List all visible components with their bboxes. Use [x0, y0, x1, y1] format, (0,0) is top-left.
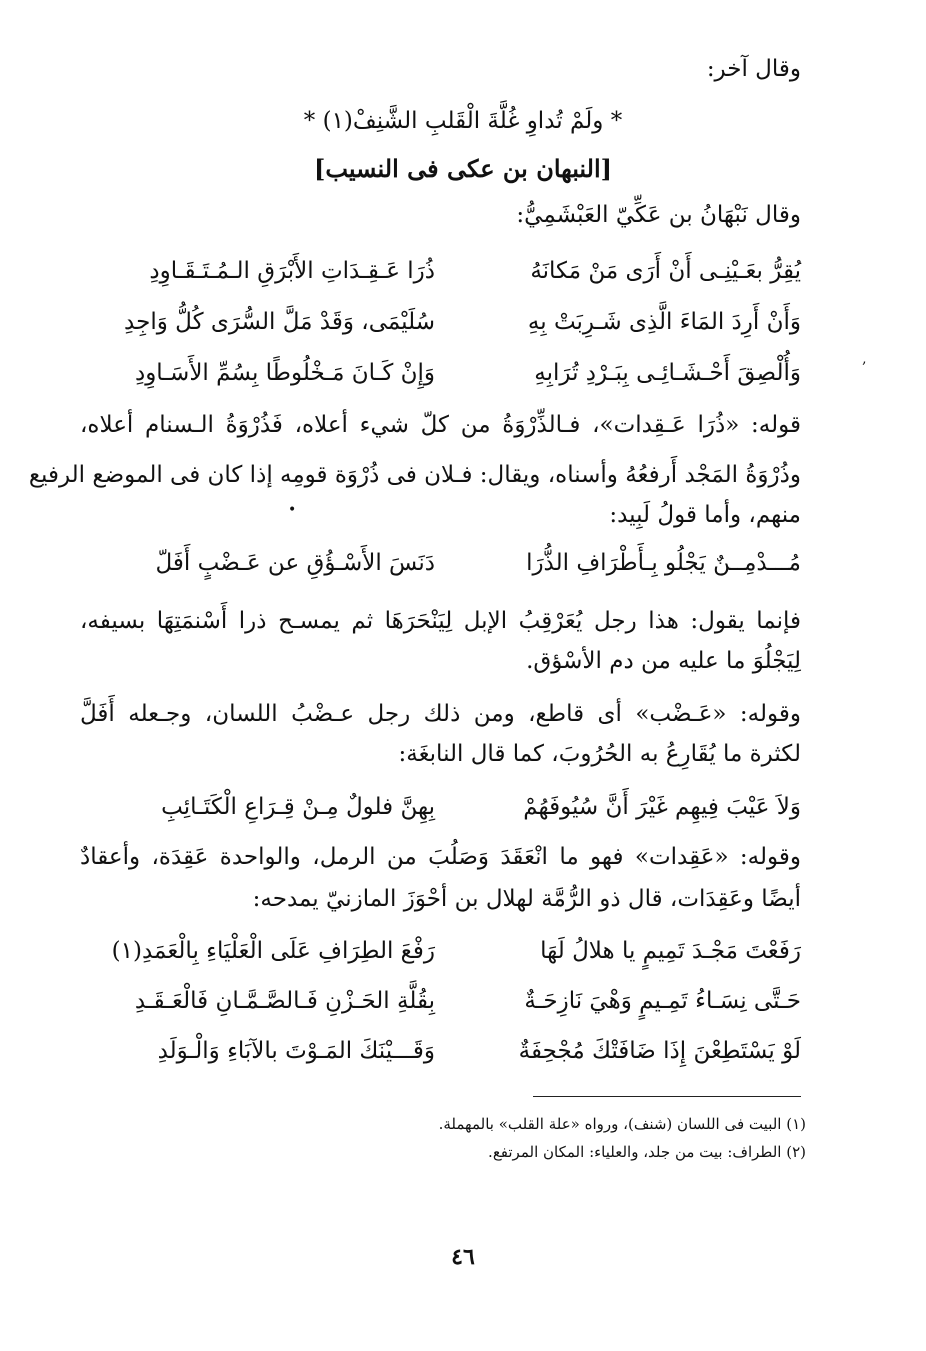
poem1-verse2-right: وَأَنْ أَرِدَ المَاءَ الَّذِى شَـرِبَتْ بِهِ — [527, 309, 801, 335]
para1-line3: منهم، وأما قولُ لَبِيد: — [609, 502, 801, 528]
para3-line2: لكثرة ما يُقَارِعُ به الحُرُوبَ، كما قال النابغَة: — [398, 741, 801, 767]
poem2-verse2-left: بِقُلَّةِ الحَـزْنِ فَـالصَّـمَّـانِ فَالْعَـقَـدِ — [134, 988, 435, 1014]
poem1-verse1-left: ذُرَا عَـقِـدَاتِ الأَبْرَقِ الـمُـتَـقَـاوِدِ — [149, 258, 435, 284]
para4-line1: وقوله: «عَقِدات» فهو ما انْعَقَدَ وَصَلُبَ من الرمل، والواحدة عَقِدَة، وأعقادٌ — [80, 844, 801, 870]
section-heading: [النبهان بن عكى فى النسيب] — [313, 154, 613, 183]
stray-dot: • — [288, 502, 297, 518]
poem1-verse3-right: وَأُلْصِقَ أَحْـشَـائِـى بِبَـرْدِ تُرَابِهِ — [534, 360, 801, 386]
poem2-verse2-right: حَـتَّى نِسَـاءُ تَمِـيمٍ وَهْيَ نَازِحَـةٌ — [524, 988, 801, 1014]
poem1-verse1-right: يُقِرُّ بعَـيْنِـى أَنْ أَرَى مَنْ مَكانَهُ — [530, 258, 801, 284]
footnote-1: (١) البيت فى اللسان (شنف)، ورواه «علة القلب» بالمهملة. — [438, 1115, 806, 1133]
para3-line1: وقوله: «عَـضْب» أى قاطع، ومن ذلك رجل عـضْبُ اللسان، وجـعله أَفَلَّ — [80, 701, 801, 727]
poem2-verse1-right: رَفَعْتَ مَجْـدَ تَمِيمٍ يا هلالُ لَهَا — [540, 938, 801, 964]
poem1-verse2-left: سُلَيْمَى، وَقَدْ مَلَّ السُّرَى كُلُّ وَاجِدِ — [124, 309, 435, 335]
footnote-2: (٢) الطراف: بيت من جلد، والعلياء: المكان المرتفع. — [488, 1143, 806, 1161]
poem2-verse1-left: رَفْعَ الطِرَافِ عَلَى الْعَلْيَاءِ بِالْعَمَدِ(١) — [111, 938, 435, 964]
labid-verse-right: مُـــدْمِــنٌ يَجْلُو بِـأَطْرَافِ الذُّرَا — [526, 550, 801, 576]
para2-line2: لِيَجْلُوَ ما عليه من دم الأسْؤق. — [526, 648, 801, 674]
intro-line-2: وقال نَبْهَانُ بن عَكِّيّ العَبْشَمِيُّ: — [516, 202, 801, 228]
page-number: ٤٦ — [451, 1244, 475, 1270]
intro-line: وقال آخر: — [706, 56, 801, 82]
labid-verse-left: دَنَسَ الأَسْـؤُقِ عن عَـضْبٍ أَفَلّ — [155, 550, 435, 576]
poem2-verse3-right: لَوْ يَسْتَطِعْنَ إِذَا ضَافَتْكَ مُجْحِفَةٌ — [518, 1038, 801, 1064]
poem1-verse3-left: وَإِنْ كَـانَ مَـخْلُوطًا بِسُمِّ الأَسَـاوِدِ — [134, 360, 435, 386]
verse-fragment: * ولَمْ تُداوِ غُلَّةَ الْقَلبِ الشَّنِفْ(١) * — [303, 108, 623, 134]
nabigha-verse-left: بِهِنَّ فلولٌ مِـنْ قِـرَاعِ الْكَتَـائِبِ — [161, 794, 435, 820]
margin-mark: ‚ — [862, 351, 867, 367]
para1-line1: قوله: «ذُرَا عَـقِدات»، فـالذِّرْوَةُ من كلّ شيء أعلاه، فَذُرْوَةُ الـسنام أعلاه، — [80, 412, 801, 438]
para2-line1: فإنما يقول: هذا رجل يُعَرْقِبُ الإبل لِيَنْحَرَهَا ثم يمسـح ذرا أَسْنمَتِهَا بسيفه، — [80, 608, 801, 634]
footnote-separator — [533, 1096, 801, 1097]
poem2-verse3-left: وَقَـــيْنَكَ المَـوْتَ بالآبَاءِ وَالْـوَلَدِ — [157, 1038, 435, 1064]
para4-line2: أيضًا وعَقِدَات، قال ذو الرُّمَّة لهلال بن أحْوَزَ المازنيّ يمدحه: — [252, 886, 801, 912]
para1-line2: وذُرْوَةُ المَجْد أَرفعُهُ وأسناه، ويقال: فـلان فى ذُرْوَة قومِه إذا كان فى الموضع الرفيع — [28, 462, 801, 488]
nabigha-verse-right: وَلاَ عَيْبَ فِيهِم غَيْرَ أَنَّ سُيُوفَهُمْ — [523, 794, 801, 820]
